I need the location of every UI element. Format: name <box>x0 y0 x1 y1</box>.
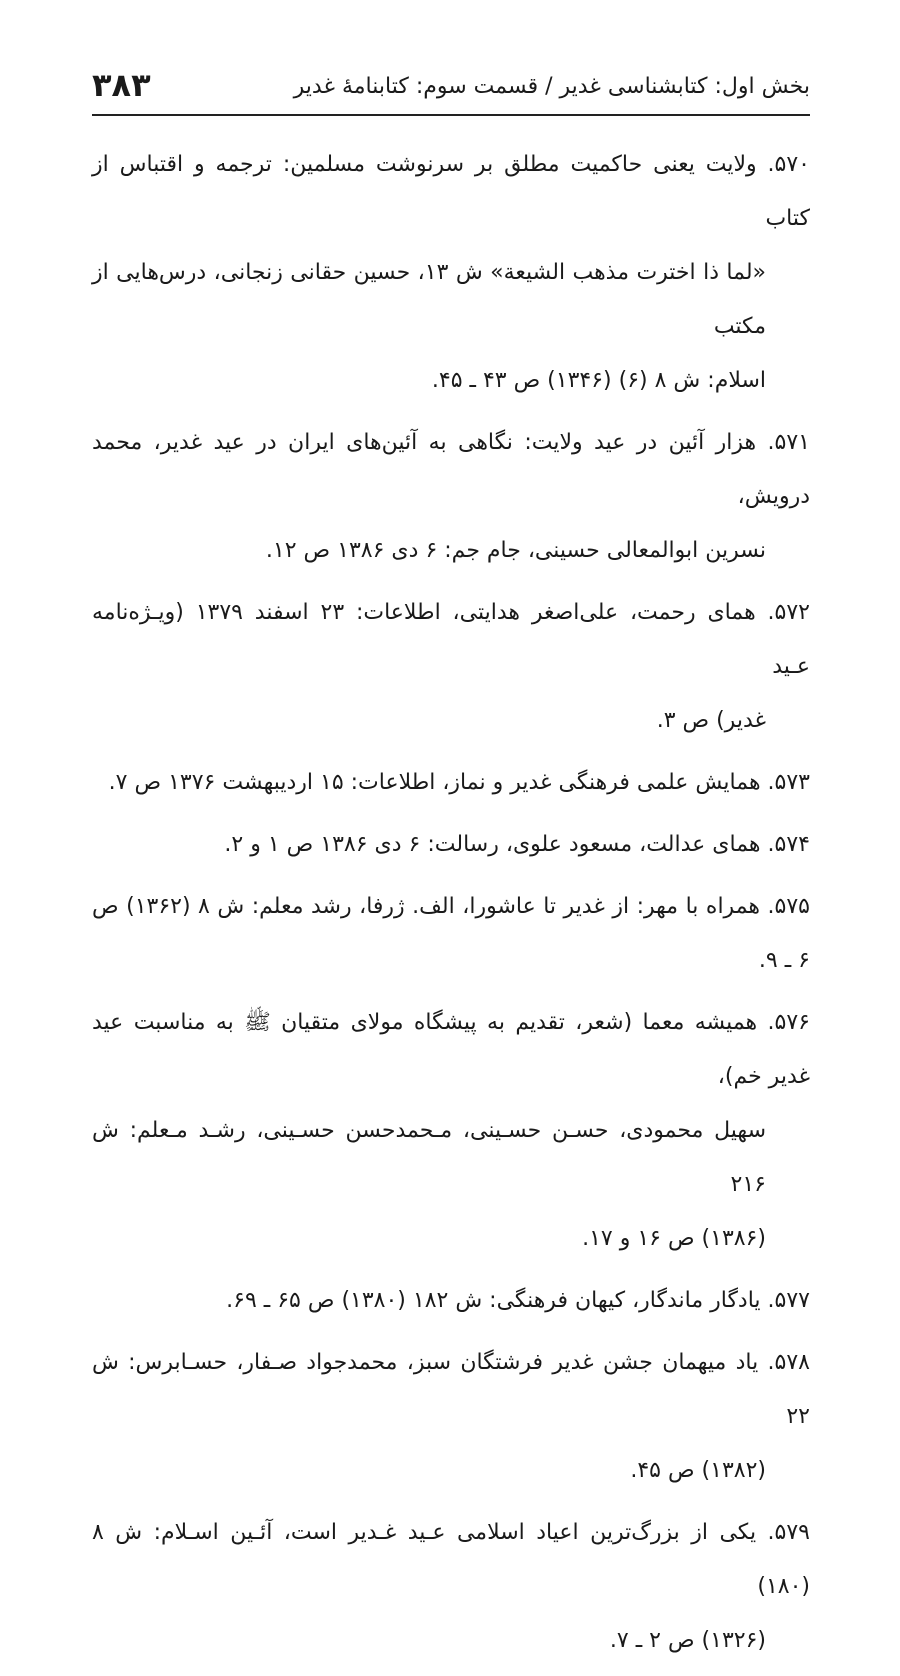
bibliography-entry <box>92 138 810 408</box>
entry-continuation-line: اسلام: ش ۸ (۶) (۱۳۴۶) ص ۴۳ ـ ۴۵. <box>431 368 766 393</box>
header-title: بخش اول: کتابشناسی غدیر / قسمت سوم: کتابنامهٔ غدیر <box>293 74 810 99</box>
entry-text-line: ولایت یعنی حاکمیت مطلق بر سرنوشت مسلمین: ترجمه و اقتباس از کتاب <box>92 152 810 231</box>
bibliography-entry <box>92 416 810 578</box>
bibliography-entry <box>92 818 810 872</box>
entry-text-line: همیشه معما (شعر، تقدیم به پیشگاه مولای متقیان ﷺ به مناسبت عید غدیر خم)، <box>92 1010 810 1089</box>
entry-text-line: همای عدالت، مسعود علوی، رسالت: ۶ دی ۱۳۸۶ ص ۱ و ۲. <box>224 832 761 857</box>
entry-continuation-line: (۱۳۲۶) ص ۲ ـ ۷. <box>609 1628 766 1653</box>
entry-number: ۵۷۸. <box>767 1350 810 1375</box>
page-number: ۳۸۳ <box>92 66 151 104</box>
entry-text-line: همای رحمت، علی‌اصغر هدایتی، اطلاعات: ۲۳ اسفند ۱۳۷۹ (ویـژه‌نامه عـید <box>92 600 810 679</box>
entry-number: ۵۷۱. <box>767 430 810 455</box>
entry-text-line: یادگار ماندگار، کیهان فرهنگی: ش ۱۸۲ (۱۳۸۰) ص ۶۵ ـ ۶۹. <box>226 1288 761 1313</box>
entry-continuation-line: سهیل محمودی، حسـن حسـینی، مـحمدحسن حسـینی، رشـد مـعلم: ش ۲۱۶ <box>92 1118 766 1197</box>
bibliography-entry <box>92 1336 810 1498</box>
document-page <box>92 0 810 1653</box>
entry-number: ۵۷۲. <box>767 600 810 625</box>
running-header <box>92 66 810 116</box>
bibliography-entry <box>92 880 810 988</box>
entry-number: ۵۷۵. <box>767 894 810 919</box>
entry-continuation-line: غدیر) ص ۳. <box>656 708 766 733</box>
entry-continuation-line: (۱۳۸۶) ص ۱۶ و ۱۷. <box>582 1226 766 1251</box>
entry-text-line: همایش علمی فرهنگی غدیر و نماز، اطلاعات: ۱۵ اردیبهشت ۱۳۷۶ ص ۷. <box>108 770 761 795</box>
entry-number: ۵۷۳. <box>767 770 810 795</box>
entry-number: ۵۷۹. <box>767 1520 810 1545</box>
entry-number: ۵۷۶. <box>767 1010 810 1035</box>
entry-text-line: همراه با مهر: از غدیر تا عاشورا، الف. ژرفا، رشد معلم: ش ۸ (۱۳۶۲) ص ۶ ـ ۹. <box>92 894 810 973</box>
entry-continuation-line: «لما ذا اخترت مذهب الشیعة» ش ۱۳، حسین حقانی زنجانی، درس‌هایی از مکتب <box>92 260 767 339</box>
bibliography-entry <box>92 756 810 810</box>
entry-continuation-line: نسرین ابوالمعالی حسینی، جام جم: ۶ دی ۱۳۸۶ ص ۱۲. <box>265 538 766 563</box>
entry-text-line: هزار آئین در عید ولایت: نگاهی به آئین‌های ایران در عید غدیر، محمد درویش، <box>92 430 810 509</box>
bibliography-entry <box>92 1506 810 1668</box>
entry-number: ۵۷۷. <box>767 1288 810 1313</box>
entry-text-line: یاد میهمان جشن غدیر فرشتگان سبز، محمدجواد صـفار، حسـابرس: ش ۲۲ <box>92 1350 810 1429</box>
bibliography-entry <box>92 1274 810 1328</box>
entry-text-line: یکی از بزرگ‌ترین اعیاد اسلامی عـید غـدیر است، آئـین اسـلام: ش ۸ (۱۸۰) <box>92 1520 810 1599</box>
bibliography-entry <box>92 996 810 1266</box>
bibliography-entry <box>92 586 810 748</box>
entry-continuation-line: (۱۳۸۲) ص ۴۵. <box>630 1458 766 1483</box>
entry-number: ۵۷۰. <box>767 152 810 177</box>
bibliography-list <box>92 138 810 1676</box>
entry-number: ۵۷۴. <box>767 832 810 857</box>
